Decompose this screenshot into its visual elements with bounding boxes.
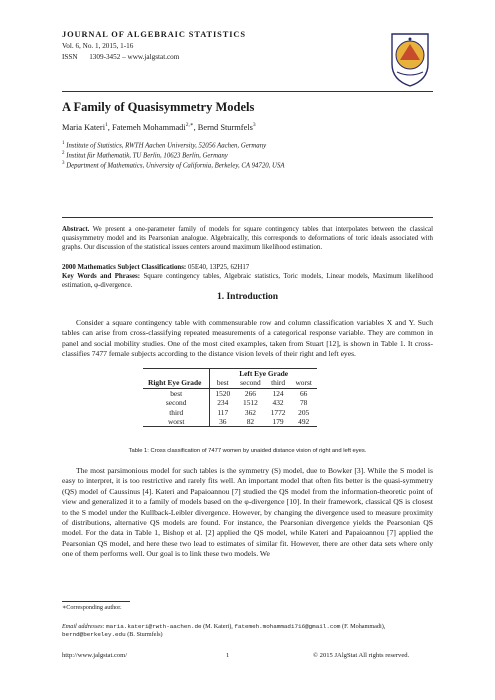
keywords-line xyxy=(62,272,433,290)
affiliation-mark: 2 xyxy=(62,151,65,156)
table-cell: 432 xyxy=(272,398,284,408)
email-owner: (B. Sturmfels) xyxy=(127,631,163,639)
keywords-text: Square contingency tables, Algebraic statistics, Toric models, Linear models, Maximum likelihood estimation, φ-divergence. xyxy=(62,273,433,290)
footnote-corresponding: ∗Corresponding author. xyxy=(62,604,122,611)
author-mark: 1 xyxy=(105,122,108,128)
footer-url[interactable]: http://www.jalgstat.com/ xyxy=(62,652,128,659)
table-cell: 179 xyxy=(266,417,291,427)
affiliation xyxy=(62,161,285,169)
table-row-label: worst xyxy=(143,417,210,427)
journal-name: JOURNAL OF ALGEBRAIC STATISTICS xyxy=(62,30,246,39)
msc-label: 2000 Mathematics Subject Classifications: xyxy=(62,264,187,271)
msc-codes: 05E40, 13P25, 62H17 xyxy=(187,264,250,271)
journal-volume: Vol. 6, No. 1, 2015, 1-16 xyxy=(62,42,134,50)
table-row-label: second xyxy=(143,398,210,407)
table-row-label: best xyxy=(143,388,210,398)
table-column-header: second xyxy=(240,378,261,388)
table-cell: 492 xyxy=(290,417,316,427)
journal-website[interactable]: www.jalgstat.com xyxy=(127,53,180,61)
email-link[interactable]: fatemeh.mohammadi716@gmail.com xyxy=(234,623,341,630)
table-row-label: third xyxy=(143,408,210,417)
table-cell: 266 xyxy=(235,388,266,398)
affiliation-text: Department of Mathematics, University of California, Berkeley, CA 94720, USA xyxy=(66,162,285,170)
author-name: Maria Kateri xyxy=(62,122,106,132)
keywords-label: Key Words and Phrases: xyxy=(62,273,140,280)
email-link[interactable]: bernd@berkeley.edu xyxy=(62,631,126,639)
author-mark: 2,∗ xyxy=(185,122,194,128)
section-title: Introduction xyxy=(226,292,279,302)
footnote-emails xyxy=(62,623,433,640)
table-cell: 124 xyxy=(266,388,291,398)
table-column-header: worst xyxy=(295,378,312,388)
table-cell: 36 xyxy=(210,417,235,427)
section-heading xyxy=(0,292,495,302)
body-paragraph-text: The most parsimonious model for such tables is the symmetry (S) model, due to Bowker [3]. While the S model is easy to interpret, it is too restrictive and rarely fits well. An important model that often fits better is the quasi-symmetry (QS) model of Caussinus [4]. Kateri and Papaioannou [7] studied the QS model from the information-theoretic point of view and generalized it to a family of models based on the φ-divergence [10]. In their framework, classical QS is closest to the S model under the Kullback-Leibler divergence. However, by changing the divergence used to measure proximity of distributions, alternative QS models are found. For instance, the Pearsonian divergence yields the Pearsonian QS model. For the data in Table 1, Bishop et al. [2] applied the QS model, while Kateri and Papaioannou [7] applied the Pearsonian QS model, and here these two lead to estimates of similar fit. However, there are other data sets where only one of them performs well. Our goal is to link these two models. We xyxy=(62,466,433,559)
journal-header xyxy=(62,30,246,61)
body-paragraph xyxy=(62,466,433,560)
affiliation-text: Institute of Statistics, RWTH Aachen University, 52056 Aachen, Germany xyxy=(66,142,267,150)
abstract-top-rule xyxy=(62,217,433,218)
email-label: Email addresses: xyxy=(62,623,105,630)
table-cell: 82 xyxy=(235,417,266,427)
table-cell: 1520 xyxy=(210,388,235,398)
intro-paragraph-text: Consider a square contingency table with commensurable row and column classification variables X and Y. Such tables can arise from cross-classifying repeated measurements of a categorical response variable. They are common in panel and social mobility studies. One of the most cited examples, taken from Stuart [12], is shown in Table 1. It cross-classifies 7477 female subjects according to the distance vision levels of their right and left eyes. xyxy=(62,318,433,359)
affiliation xyxy=(62,141,266,149)
abstract-text: We present a one-parameter family of models for square contingency tables that interpolates between the classical quasisymmetry model and its Pearsonian analogue. Algebraically, this corresponds to deformations of toric ideals associated with graphs. Our discussion of the statistical issues centers around maximum likelihood estimation. xyxy=(62,226,433,252)
table-column-header: third xyxy=(271,378,286,388)
table-group-header: Left Eye Grade xyxy=(210,369,317,379)
issn-number: 1309-3452 xyxy=(89,53,121,61)
footnote-rule xyxy=(62,601,130,602)
affiliation-mark: 3 xyxy=(62,161,65,166)
journal-logo-icon xyxy=(388,30,432,88)
author-list: Maria Kateri$^1$, Fatemeh Mohammadi$^{2,∗}$, Bernd Sturmfels$^3$ xyxy=(62,122,256,132)
table-cell: 362 xyxy=(244,407,256,417)
table-cell: 234 xyxy=(217,398,229,408)
table-cell: 117 xyxy=(217,407,229,417)
email-owner: (F. Mohammadi), xyxy=(342,623,386,630)
table-row xyxy=(143,388,317,398)
header-rule xyxy=(62,91,433,92)
author-name: Bernd Sturmfels xyxy=(197,122,253,132)
abstract-label: Abstract. xyxy=(62,226,90,233)
intro-paragraph xyxy=(62,318,433,360)
paper-title: A Family of Quasisymmetry Models xyxy=(62,100,255,114)
footer-copyright: © 2015 JAlgStat All rights reserved. xyxy=(313,652,410,659)
affiliation-text: Institut für Mathematik, TU Berlin, 10623 Berlin, Germany xyxy=(66,152,228,160)
author-name: Fatemeh Mohammadi xyxy=(111,122,186,132)
data-table xyxy=(143,368,317,427)
abstract xyxy=(62,225,433,253)
table-caption: Table 1: Cross classification of 7477 women by unaided distance vision of right and left eyes. xyxy=(128,448,367,454)
affiliation xyxy=(62,151,228,159)
author-mark: 3 xyxy=(252,122,256,128)
issn-separator: – xyxy=(122,53,126,61)
table-row xyxy=(143,398,317,407)
affiliation-mark: 1 xyxy=(62,141,65,146)
table-cell: 78 xyxy=(299,398,308,408)
table-row xyxy=(143,408,317,417)
table-cell: 66 xyxy=(290,388,316,398)
table-cell: 1512 xyxy=(243,398,258,408)
section-number: 1. xyxy=(216,292,225,302)
table-cell: 205 xyxy=(298,407,310,417)
issn-label: ISSN xyxy=(62,53,78,61)
page-number: 1 xyxy=(226,652,230,659)
table-row-header: Right Eye Grade xyxy=(143,378,210,388)
email-owner: (M. Kateri), xyxy=(203,623,233,630)
email-link[interactable]: maria.kateri@rwth-aachen.de xyxy=(106,623,202,630)
journal-issn-line xyxy=(62,53,246,61)
table-corner xyxy=(143,369,210,379)
table-cell: 1772 xyxy=(270,407,286,417)
msc-line xyxy=(62,263,433,272)
table-row xyxy=(143,417,317,427)
table-column-header: best xyxy=(216,378,229,388)
